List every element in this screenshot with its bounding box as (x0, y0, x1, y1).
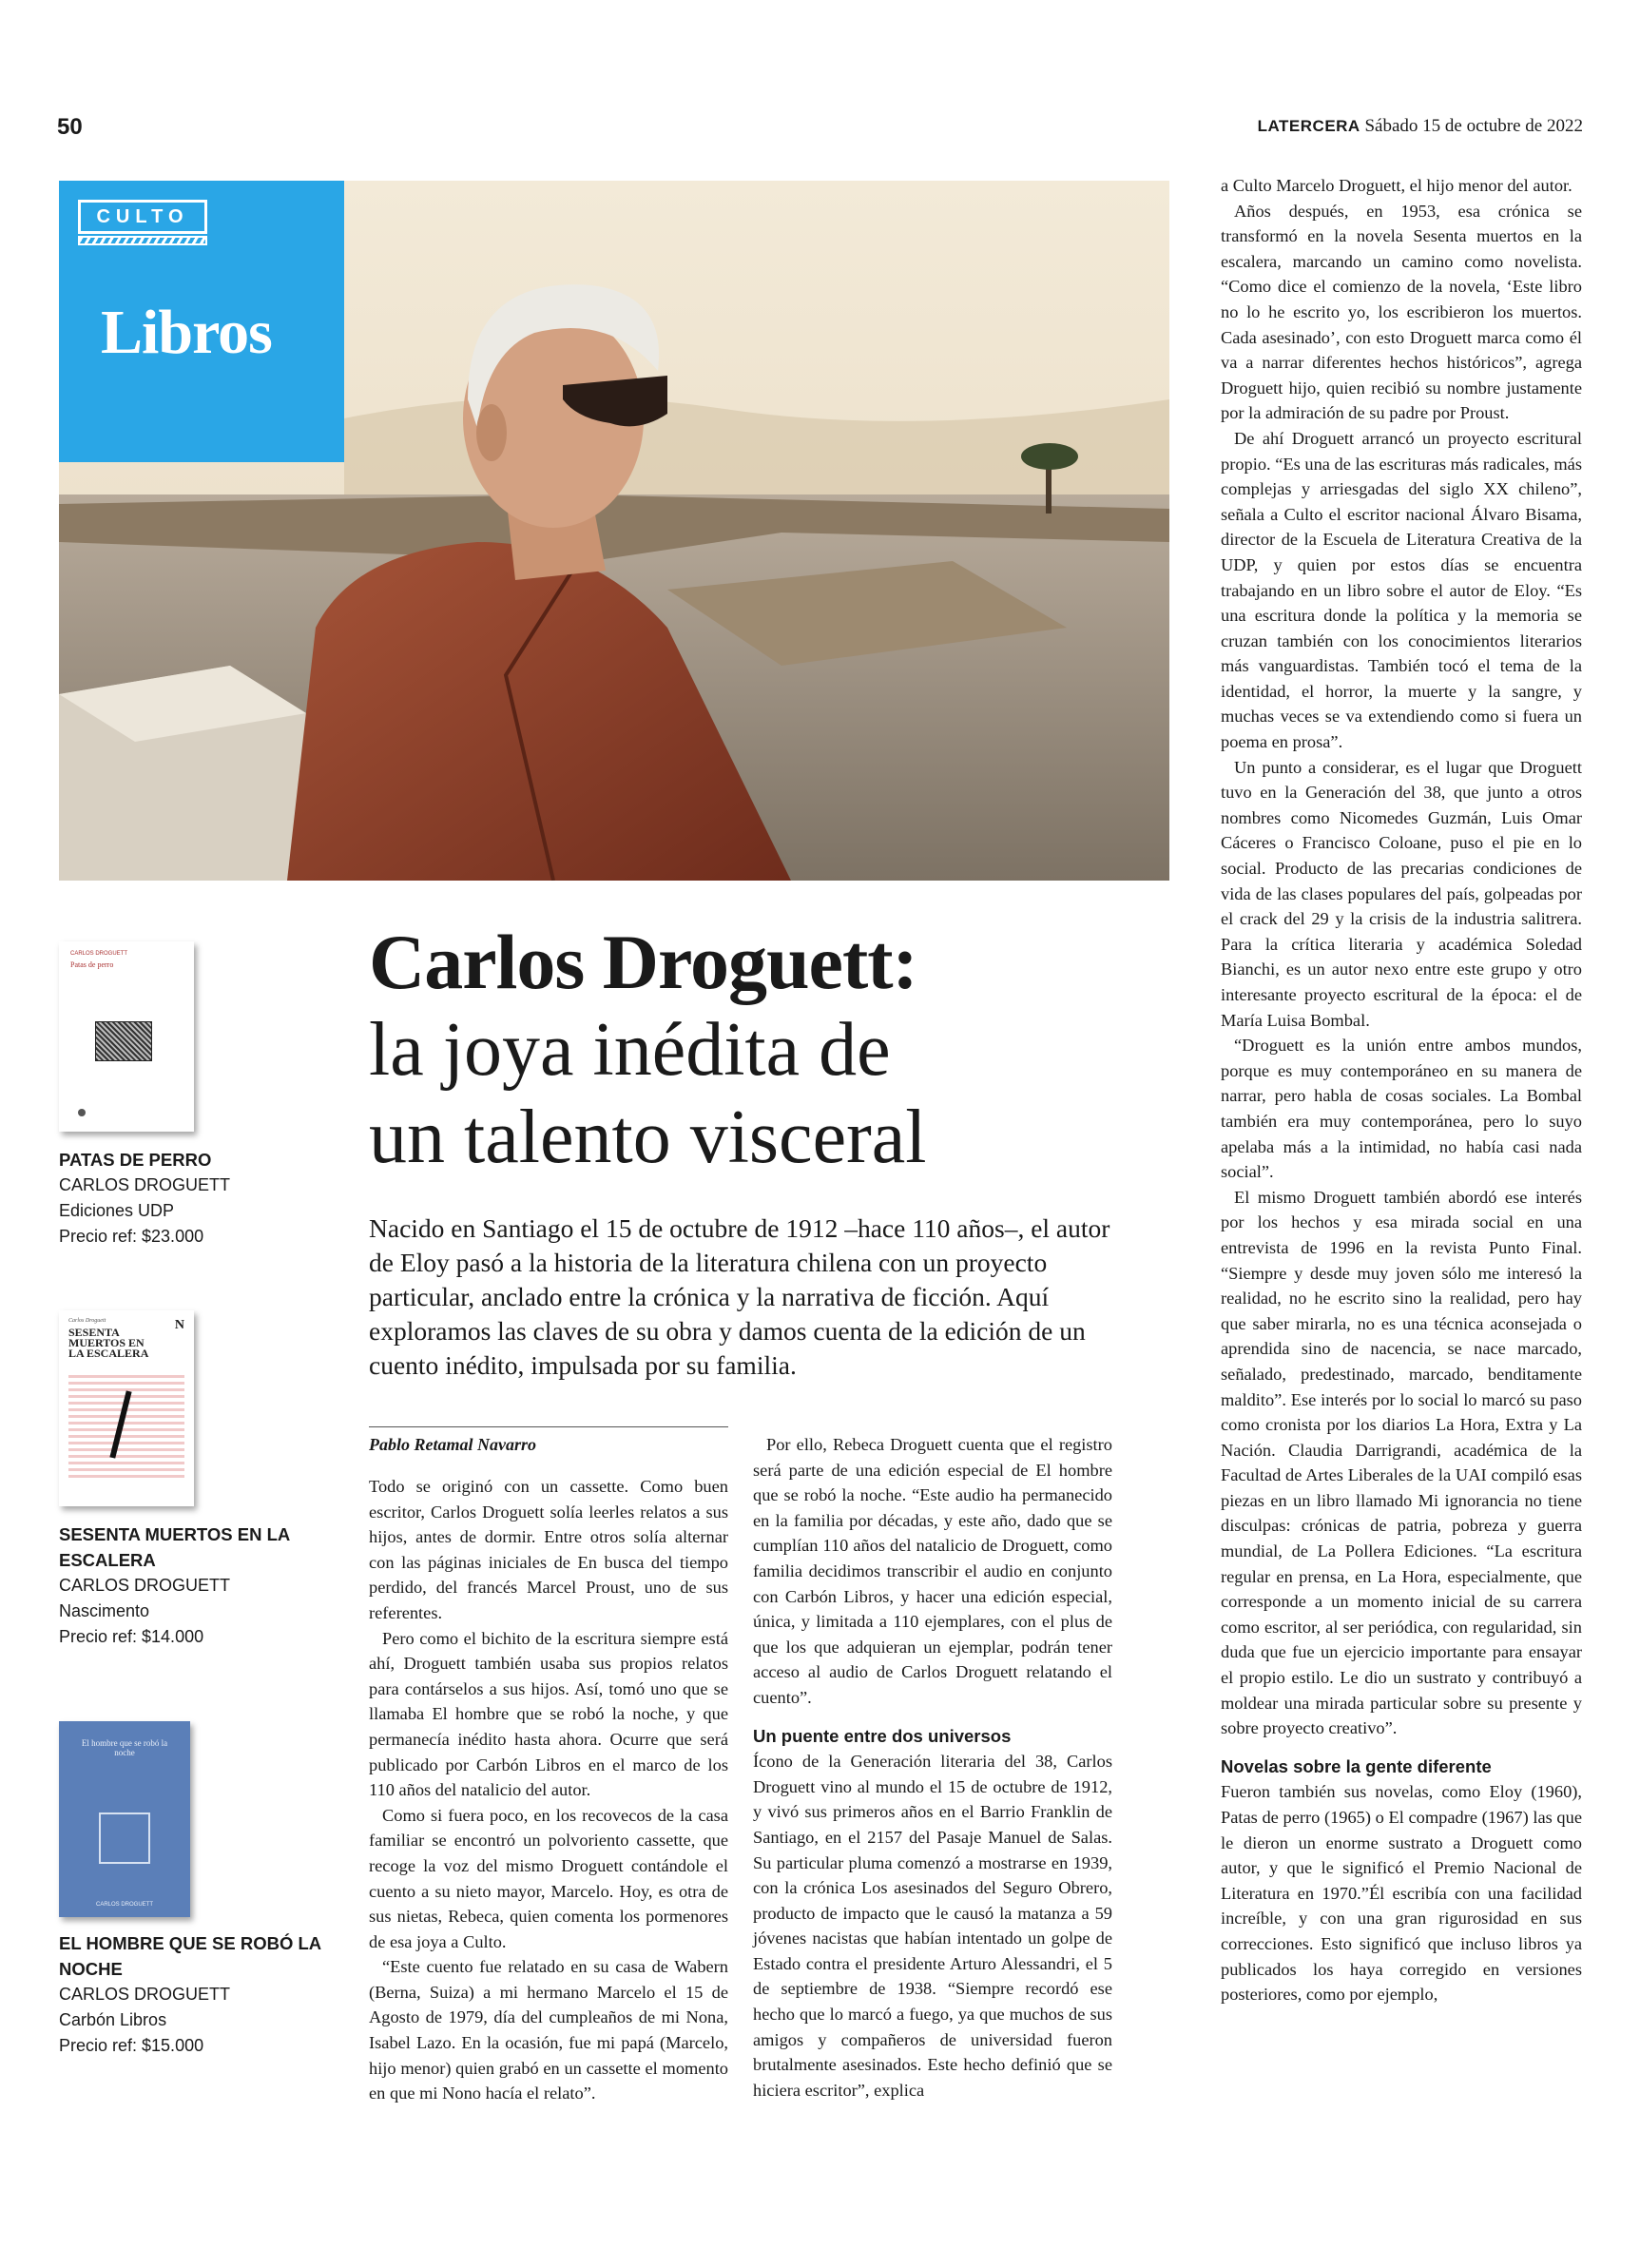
book-cover-mark: N (174, 1318, 184, 1332)
issue-date: Sábado 15 de octubre de 2022 (1364, 116, 1583, 136)
paragraph: El mismo Droguett también abordó ese interés por los hechos y esa mirada social en una entrevista de 1996 en la revista Punto Final. “Siempre y desde muy joven sólo me interesó la realidad, no he escrito sino la realidad, pero hay que saber mirarla, no es una técnica aconsejada o aprendida sino de nacencia, se nace marcado, señalado, predestinado, marcado, benditamente maldito”. Ese interés por lo social lo marcó su paso como cronista por los diarios La Hora, Extra y La Nación. Claudia Darrigrandi, académica de la Facultad de Artes Liberales de la UAI compiló esas piezas en un libro llamado Mi ignorancia no tiene disculpas: crónicas de patria, pobreza y guerra mundial, de La Pollera Ediciones. “La escritura regular en prensa, en La Hora, especialmente, que corresponde a un momento inicial de su carrera como escritor, al ser periódica, con regularidad, sin duda que fue un ejercicio importante para ensayar el propio estilo. Le dio un sustrato y contribuyó a moldear una mirada particular sobre su presente y sobre proyecto creativo”. (1221, 1187, 1582, 1738)
byline: Pablo Retamal Navarro (369, 1426, 728, 1455)
paragraph: Pero como el bichito de la escritura siempre está ahí, Droguett también usaba sus propios relatos para contárselos a sus hijos. Así, tomó uno que se llamaba El hombre que se robó la noche, y que permanecía inédito hasta ahora. Ocurre que será publicado por Carbón Libros en el marco de los 110 años del natalicio del autor. (369, 1628, 728, 1800)
column-2-part-2 (753, 1749, 1112, 2103)
paragraph: Como si fuera poco, en los recovecos de la casa familiar se encontró un polvoriento cassette, que recoge la voz del mismo Droguett contándole el cuento a su nieto mayor, Marcelo. Hoy, es otra de sus nietas, Rebeca, quien comenta los pormenores de esa joya a Culto. (369, 1805, 728, 1951)
page-number: 50 (57, 114, 83, 140)
book-author: CARLOS DROGUETT (59, 1576, 231, 1595)
article-column-1 (369, 1474, 728, 2106)
book-title: EL HOMBRE QUE SE ROBÓ LA NOCHE (59, 1933, 321, 1979)
book-price: Precio ref: $23.000 (59, 1227, 204, 1246)
book-cover-image (95, 1021, 152, 1061)
book-title: SESENTA MUERTOS EN LA ESCALERA (59, 1524, 290, 1570)
book-cover-patas-de-perro (59, 941, 194, 1132)
book-cover-sesenta-muertos (59, 1310, 194, 1506)
paragraph: De ahí Droguett arrancó un proyecto escritural propio. “Es una de las escrituras más radicales, más complejas y arriesgadas del siglo XX chileno”, señala a Culto el escritor nacional Álvaro Bisama, director de la Escuela de Literatura Creativa de la UDP, y quien por estos días se encuentra trabajando en un libro sobre el autor de Eloy. “Es una escritura donde la política y la memoria se cruzan también con los conocimientos literarios más vanguardistas. También tocó el tema de la identidad, el horror, la muerte y la sangre, y muchas veces se va extendiendo como si fuera un poema en prosa”. (1221, 428, 1582, 752)
book-cover-author: CARLOS DROGUETT (70, 951, 128, 957)
book-title: PATAS DE PERRO (59, 1150, 212, 1170)
article-deck: Nacido en Santiago el 15 de octubre de 1912 –hace 110 años–, el autor de Eloy pasó a la historia de la literatura chilena con un proyecto particular, anclado entre la crónica y la narrativa de ficción. Aquí exploramos las claves de su obra y damos cuenta de la edición de un cuento inédito, impulsada por su familia. (369, 1213, 1110, 1380)
column-3-part-1 (1221, 173, 1582, 1741)
headline-line-2: la joya inédita de (369, 1008, 891, 1092)
headline-line-3: un talento visceral (369, 1095, 927, 1179)
section-box (59, 181, 344, 462)
book-cover-author: CARLOS DROGUETT (95, 1902, 153, 1908)
paragraph: Por ello, Rebeca Droguett cuenta que el registro será parte de una edición especial de El hombre que se robó la noche. “Este audio ha permanecido en la familia por décadas, y este año, dado que se cumplían 110 años del natalicio de Droguett, como familia decidimos transcribir el audio en conjunto con Carbón Libros, y hacer una edición especial, única, y limitada a 110 ejemplares, con el plus de que los que adquieran un ejemplar, podrán tener acceso al audio de Carlos Droguett relatando el cuento”. (753, 1435, 1112, 1707)
book-info-1 (59, 1147, 335, 1250)
paragraph: “Este cuento fue relatado en su casa de Wabern (Berna, Suiza) a mi hermano Marcelo el 15 de Agosto de 1979, día del cumpleaños de mi Nona, Isabel Lazo. En la ocasión, fue mi papá (Marcelo, hijo menor) quien grabó en un cassette el momento en que mi Nono hacía el relato”. (369, 1957, 728, 2103)
paragraph: Un punto a considerar, es el lugar que Droguett tuvo en la Generación del 38, que junto a otros nombres como Nicomedes Guzmán, Luis Omar Cáceres o Francisco Coloane, puso el pie en lo social. Producto de las precarias condiciones de vida de las clases populares del país, golpeadas por el crack del 29 y la crisis de la industria salitrera. Para la crítica literaria y académica Soledad Bianchi, es un autor nexo entre este grupo y otro interesante proyecto escritural de la época: el de María Luisa Bombal. (1221, 757, 1582, 1030)
subhead-puente: Un puente entre dos universos (753, 1725, 1012, 1746)
book-cover-author: Carlos Droguett (68, 1318, 106, 1324)
book-info-3 (59, 1930, 335, 2059)
paragraph: a Culto Marcelo Droguett, el hijo menor del autor. (1221, 176, 1572, 195)
headline-bold: Carlos Droguett: (369, 919, 917, 1005)
book-cover-title: El hombre que se robó la noche (81, 1738, 168, 1757)
book-publisher: Carbón Libros (59, 2010, 167, 2029)
book-cover-title: Patas de perro (70, 960, 114, 969)
newspaper-brand: LATERCERA (1257, 117, 1360, 135)
paragraph: Años después, en 1953, esa crónica se transformó en la novela Sesenta muertos en la escalera, marcando un camino como novelista. “Como dice el comienzo de la novela, ‘Este libro no lo he escrito yo, los escribieron los muertos. Cada asesinado’, con esto Droguett marca como él va a narrar diferentes hechos históricos”, agrega Droguett hijo, quien recibió su nombre justamente por la admiración de su padre por Proust. (1221, 201, 1582, 423)
book-info-2 (59, 1522, 335, 1650)
book-cover-title: SESENTA MUERTOS EN LA ESCALERA (68, 1326, 149, 1360)
book-publisher: Ediciones UDP (59, 1201, 175, 1220)
culto-tag: CULTO (78, 200, 207, 234)
book-cover-pattern (68, 1373, 184, 1478)
paragraph: “Droguett es la unión entre ambos mundos, porque es muy contemporáneo en su manera de narrar, pero habla de cosas sociales. La Bombal también era muy contemporánea, pero lo suyo apelaba más a la intimidad, no había casi nada social”. (1221, 1036, 1582, 1182)
book-publisher: Nascimento (59, 1601, 150, 1620)
article-headline (369, 919, 1148, 1181)
article-column-2 (753, 1432, 1112, 2103)
book-cover-el-hombre (59, 1721, 190, 1917)
book-price: Precio ref: $15.000 (59, 2036, 204, 2055)
paragraph: Ícono de la Generación literaria del 38, Carlos Droguett vino al mundo el 15 de octubre de 1912, y vivó sus primeros años en el Barrio Franklin de Santiago, en el 2157 del Pasaje Manuel de Salas. Su particular pluma comenzó a mostrarse en 1939, con la crónica Los asesinados del Seguro Obrero, producto de impacto que le causó la matanza a 59 jóvenes nacistas que habían intentado un golpe de Estado contra el presidente Arturo Alessandri, el 5 de septiembre de 1938. “Siempre recordó ese hecho que lo marcó a fuego, ya que muchos de sus amigos y compañeros de universidad fueron brutalmente asesinados. Este hecho definió que se hiciera escritor”, explica (753, 1752, 1112, 2100)
masthead (1258, 116, 1583, 137)
column-3-part-2 (1221, 1779, 1582, 2006)
column-2-part-1 (753, 1432, 1112, 1711)
paragraph: Todo se originó con un cassette. Como buen escritor, Carlos Droguett solía leerles relatos a sus hijos, antes de dormir. Entre otros solía alternar con las páginas iniciales de En busca del tiempo perdido, del francés Marcel Proust, uno de sus referentes. (369, 1477, 728, 1622)
publisher-logo-icon (78, 1109, 86, 1116)
section-title: Libros (101, 298, 272, 367)
book-author: CARLOS DROGUETT (59, 1985, 231, 2004)
subhead-novelas: Novelas sobre la gente diferente (1221, 1755, 1492, 1776)
article-column-3 (1221, 173, 1582, 2007)
book-cover-drawing (99, 1812, 150, 1864)
book-author: CARLOS DROGUETT (59, 1175, 231, 1194)
culto-tag-stripes (78, 236, 207, 245)
book-price: Precio ref: $14.000 (59, 1627, 204, 1646)
paragraph: Fueron también sus novelas, como Eloy (1960), Patas de perro (1965) o El compadre (1967) las que le dieron un enorme sustrato a Droguett como autor, y que le significó el Premio Nacional de Literatura en 1970.”Él escribía con una facilidad increíble, y con una gran rigurosidad en sus correcciones. Esto significó que incluso libros ya publicados los haya corregido en versiones posteriores, como por ejemplo, (1221, 1782, 1582, 2005)
